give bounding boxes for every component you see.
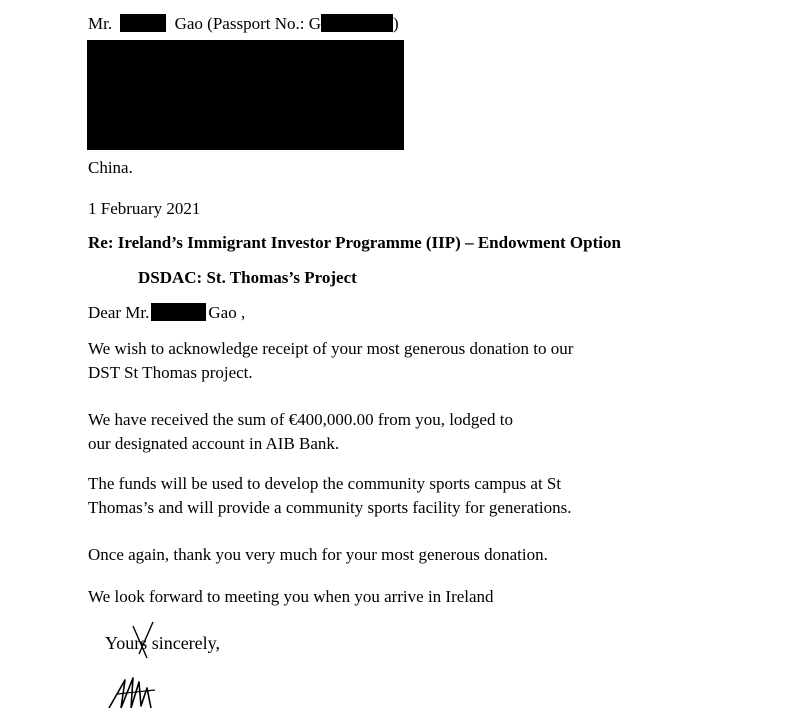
salutation-prefix: Dear Mr. [88, 303, 150, 322]
letter-date: 1 February 2021 [88, 199, 201, 218]
paragraph-4: Once again, thank you very much for your most generous donation. [88, 545, 548, 564]
paragraph-2-line-1: We have received the sum of €400,000.00 from you, lodged to [88, 410, 513, 429]
redacted-first-name [151, 303, 206, 321]
passport-label: (Passport No.: G [207, 14, 321, 33]
salutation [88, 303, 245, 323]
paragraph-5: We look forward to meeting you when you arrive in Ireland [88, 587, 494, 606]
paragraph-3-line-1: The funds will be used to develop the community sports campus at St [88, 474, 562, 493]
recipient-surname: Gao [174, 14, 203, 33]
redacted-address-block [87, 40, 404, 150]
closing: Yours sincerely, [105, 633, 220, 653]
subject-project: DSDAC: St. Thomas’s Project [138, 268, 357, 287]
recipient-title: Mr. [88, 14, 113, 33]
recipient-line [88, 14, 399, 34]
redacted-passport-number [321, 14, 393, 32]
handwritten-signature [95, 618, 215, 708]
subject-line: Re: Ireland’s Immigrant Investor Programme (IIP) – Endowment Option [88, 233, 621, 252]
passport-close: ) [392, 14, 399, 33]
salutation-suffix: Gao , [208, 303, 246, 322]
paragraph-1-line-2: DST St Thomas project. [88, 363, 253, 382]
recipient-country: China. [88, 158, 133, 177]
paragraph-1-line-1: We wish to acknowledge receipt of your most generous donation to our [88, 339, 574, 358]
redacted-first-name [120, 14, 166, 32]
paragraph-2-line-2: our designated account in AIB Bank. [88, 434, 340, 453]
paragraph-3-line-2: Thomas’s and will provide a community sports facility for generations. [88, 498, 572, 517]
